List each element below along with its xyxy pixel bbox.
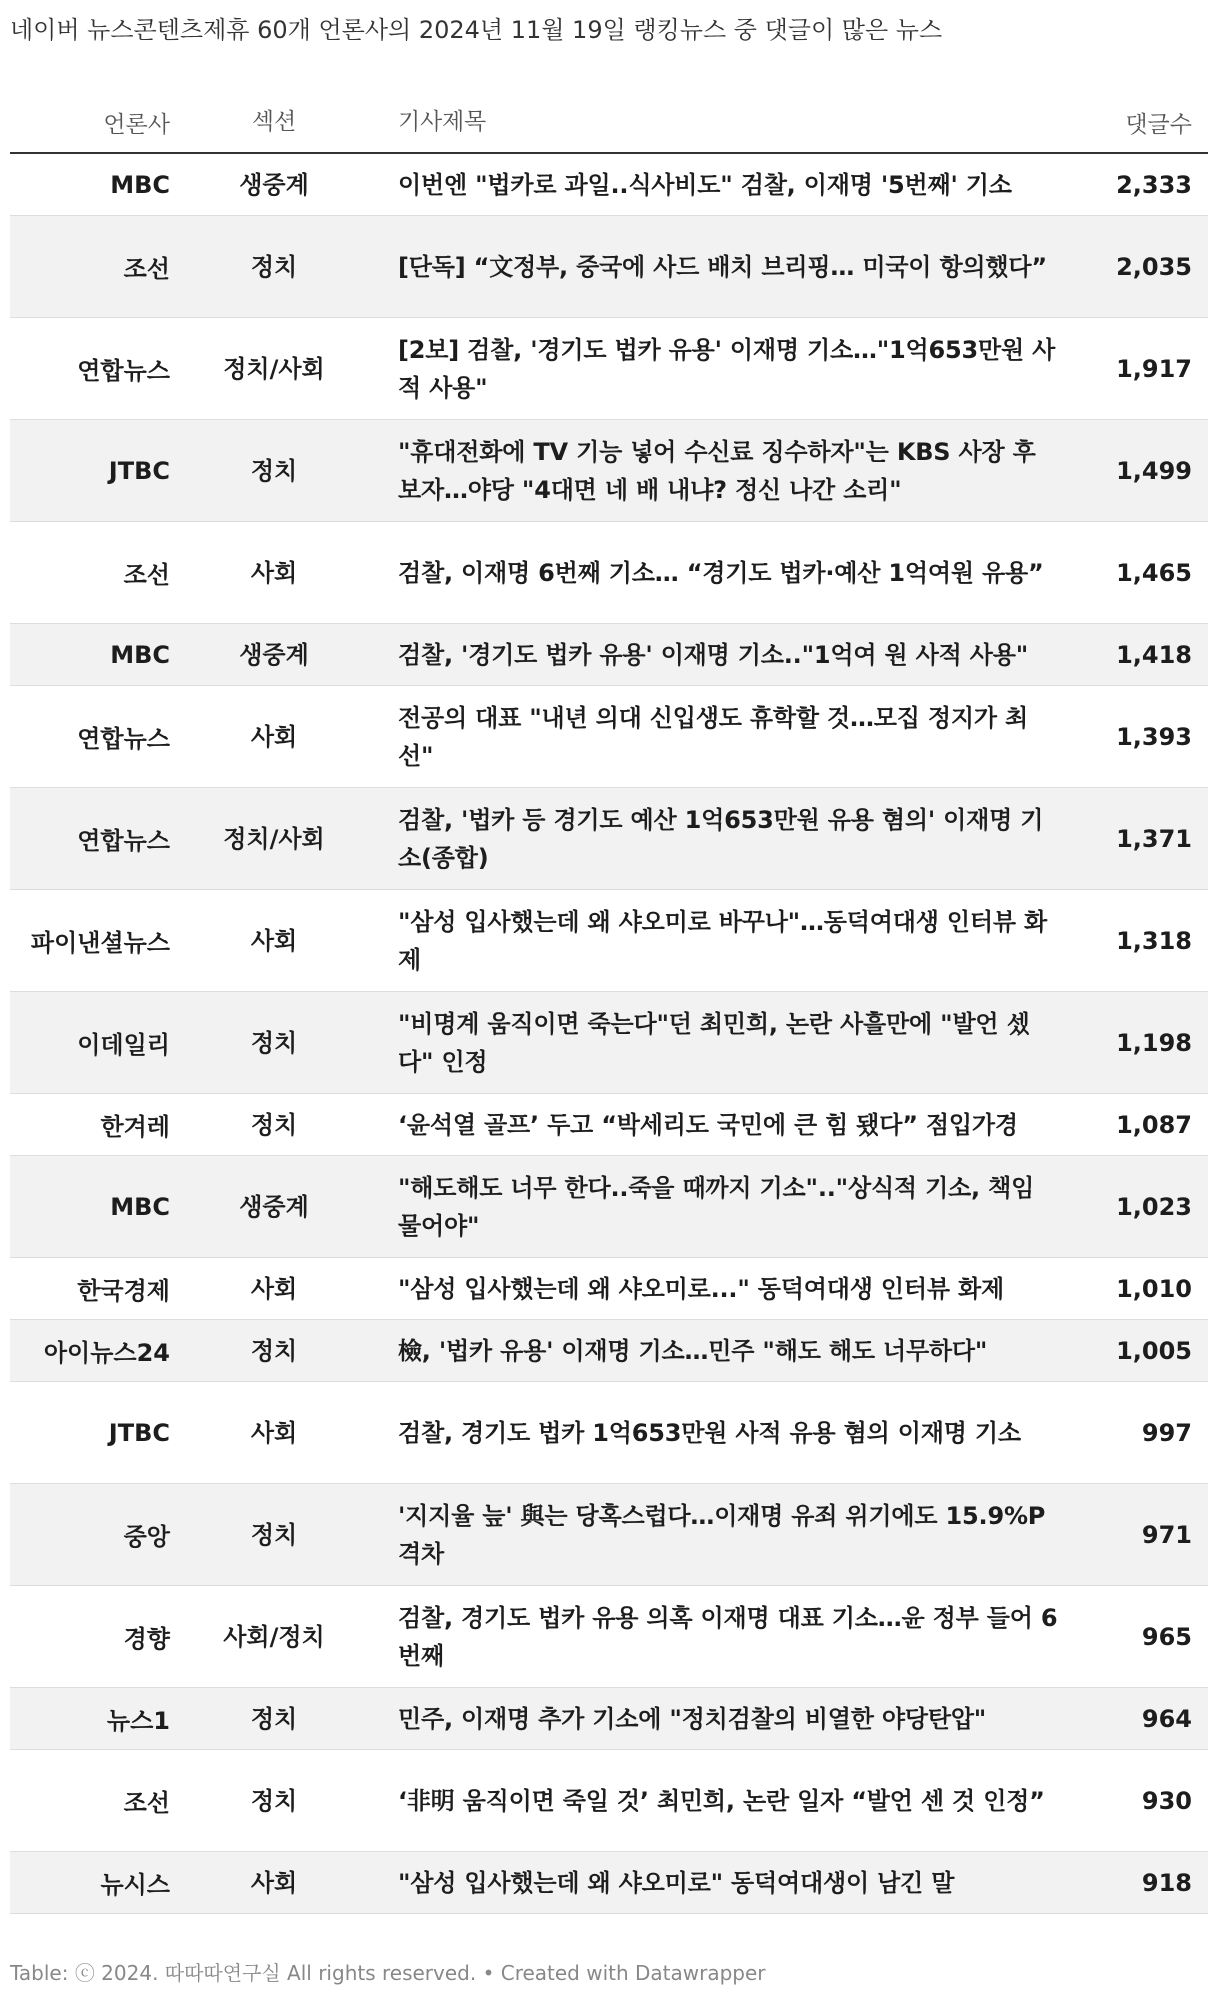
cell-article-title: 전공의 대표 "내년 의대 신입생도 휴학할 것…모집 정지가 최선"	[398, 703, 1028, 770]
cell-article-title: [2보] 검찰, '경기도 법카 유용' 이재명 기소…"1억653만원 사적 사용"	[398, 335, 1056, 402]
cell-article-title: 검찰, '법카 등 경기도 예산 1억653만원 유용 혐의' 이재명 기소(종합)	[398, 805, 1044, 872]
table-row	[10, 1382, 1208, 1484]
cell-section: 사회/정치	[223, 1622, 325, 1651]
cell-comments: 1,010	[1116, 1274, 1192, 1303]
table-row	[10, 1156, 1208, 1258]
cell-press: JTBC	[108, 1418, 170, 1447]
cell-section: 정치/사회	[223, 824, 325, 853]
cell-comments: 1,005	[1116, 1336, 1192, 1365]
cell-section: 정치/사회	[223, 354, 325, 383]
cell-article-title: [단독] “文정부, 중국에 사드 배치 브리핑… 미국이 항의했다”	[398, 252, 1047, 281]
table-row	[10, 788, 1208, 890]
table-body	[10, 154, 1208, 1914]
cell-comments: 1,917	[1116, 354, 1192, 383]
cell-section: 정치	[250, 1704, 298, 1733]
cell-press: 한국경제	[77, 1277, 170, 1305]
cell-press: 뉴시스	[100, 1871, 170, 1899]
cell-press: 조선	[123, 561, 170, 589]
column-header-section[interactable]: 섹션	[251, 109, 297, 135]
cell-section: 생중계	[239, 170, 309, 199]
cell-article-title: 검찰, '경기도 법카 유용' 이재명 기소.."1억여 원 사적 사용"	[398, 640, 1029, 669]
cell-comments: 1,393	[1116, 722, 1192, 751]
cell-comments: 930	[1141, 1786, 1192, 1815]
cell-press: 연합뉴스	[77, 827, 170, 855]
cell-comments: 964	[1141, 1704, 1192, 1733]
cell-comments: 965	[1141, 1622, 1192, 1651]
table-row	[10, 1750, 1208, 1852]
cell-press: 조선	[123, 1789, 170, 1817]
cell-section: 생중계	[239, 640, 309, 669]
table-row	[10, 624, 1208, 686]
table-row	[10, 1852, 1208, 1914]
cell-press: 연합뉴스	[77, 357, 170, 385]
cell-press: 파이낸셜뉴스	[30, 929, 170, 957]
cell-article-title: "해도해도 너무 한다..죽을 때까지 기소".."상식적 기소, 책임 물어야"	[398, 1173, 1035, 1240]
cell-section: 사회	[250, 926, 298, 955]
cell-article-title: 檢, '법카 유용' 이재명 기소…민주 "해도 해도 너무하다"	[398, 1336, 988, 1365]
cell-article-title: ‘윤석열 골프’ 두고 “박세리도 국민에 큰 힘 됐다” 점입가경	[398, 1110, 1018, 1139]
column-header-article-title[interactable]: 기사제목	[398, 109, 487, 135]
page-title: 네이버 뉴스콘텐츠제휴 60개 언론사의 2024년 11월 19일 랭킹뉴스 중 댓글이 많은 뉴스	[10, 16, 943, 44]
cell-comments: 971	[1141, 1520, 1192, 1549]
cell-section: 정치	[250, 1336, 298, 1365]
column-header-press[interactable]: 언론사	[103, 111, 170, 138]
cell-press: 한겨레	[100, 1113, 170, 1141]
cell-section: 정치	[250, 1520, 298, 1549]
cell-comments: 1,499	[1116, 456, 1192, 485]
cell-comments: 1,023	[1116, 1192, 1192, 1221]
cell-section: 사회	[250, 1274, 298, 1303]
cell-article-title: 검찰, 경기도 법카 1억653만원 사적 유용 혐의 이재명 기소	[398, 1418, 1021, 1447]
cell-section: 사회	[250, 1418, 298, 1447]
cell-press: 아이뉴스24	[43, 1339, 170, 1367]
cell-article-title: ‘非明 움직이면 죽일 것’ 최민희, 논란 일자 “발언 센 것 인정”	[398, 1786, 1045, 1815]
table-row	[10, 1258, 1208, 1320]
table-row	[10, 1320, 1208, 1382]
cell-press: MBC	[110, 640, 170, 669]
cell-article-title: "비명계 움직이면 죽는다"던 최민희, 논란 사흘만에 "발언 셌다" 인정	[398, 1009, 1030, 1076]
table-row	[10, 992, 1208, 1094]
table-row	[10, 1484, 1208, 1586]
cell-section: 정치	[250, 1028, 298, 1057]
table-row	[10, 1094, 1208, 1156]
cell-section: 사회	[250, 1868, 298, 1897]
table-row	[10, 216, 1208, 318]
cell-article-title: 민주, 이재명 추가 기소에 "정치검찰의 비열한 야당탄압"	[398, 1704, 987, 1733]
cell-article-title: 검찰, 경기도 법카 유용 의혹 이재명 대표 기소…윤 정부 들어 6번째	[398, 1603, 1058, 1670]
footer-credit: Table: ⓒ 2024. 따따따연구실 All rights reserved. • Created with Datawrapper	[10, 1961, 766, 1985]
table-row	[10, 318, 1208, 420]
cell-press: 경향	[123, 1625, 170, 1653]
cell-comments: 1,418	[1116, 640, 1192, 669]
cell-section: 정치	[250, 1110, 298, 1139]
table-row	[10, 522, 1208, 624]
cell-article-title: "휴대전화에 TV 기능 넣어 수신료 징수하자"는 KBS 사장 후보자…야당 "4대면 네 배 내냐? 정신 나간 소리"	[398, 437, 1036, 504]
cell-press: 조선	[123, 255, 170, 283]
cell-press: MBC	[110, 170, 170, 199]
cell-press: 연합뉴스	[77, 725, 170, 753]
table-header	[10, 92, 1208, 154]
cell-press: 중앙	[123, 1523, 170, 1551]
cell-comments: 1,198	[1116, 1028, 1192, 1057]
cell-section: 사회	[250, 722, 298, 751]
table-row	[10, 154, 1208, 216]
cell-comments: 918	[1141, 1868, 1192, 1897]
cell-section: 정치	[250, 1786, 298, 1815]
table-row	[10, 890, 1208, 992]
cell-comments: 1,371	[1116, 824, 1192, 853]
table-row	[10, 1688, 1208, 1750]
cell-section: 생중계	[239, 1192, 309, 1221]
table-row	[10, 686, 1208, 788]
cell-press: 뉴스1	[106, 1707, 170, 1735]
cell-article-title: 이번엔 "법카로 과일..식사비도" 검찰, 이재명 '5번째' 기소	[398, 170, 1012, 199]
cell-press: JTBC	[108, 456, 170, 485]
cell-comments: 1,318	[1116, 926, 1192, 955]
cell-article-title: "삼성 입사했는데 왜 샤오미로..." 동덕여대생 인터뷰 화제	[398, 1274, 1004, 1303]
cell-article-title: "삼성 입사했는데 왜 샤오미로 바꾸나"…동덕여대생 인터뷰 화제	[398, 907, 1047, 974]
cell-article-title: 검찰, 이재명 6번째 기소… “경기도 법카·예산 1억여원 유용”	[398, 558, 1044, 587]
cell-section: 정치	[250, 252, 298, 281]
table-row	[10, 420, 1208, 522]
cell-comments: 1,465	[1116, 558, 1192, 587]
cell-comments: 997	[1141, 1418, 1192, 1447]
cell-press: 이데일리	[77, 1031, 170, 1059]
cell-comments: 2,035	[1116, 252, 1192, 281]
cell-section: 정치	[250, 456, 298, 485]
cell-press: MBC	[110, 1192, 170, 1221]
cell-comments: 2,333	[1116, 170, 1192, 199]
cell-section: 사회	[250, 558, 298, 587]
cell-article-title: '지지율 늪' 與는 당혹스럽다…이재명 유죄 위기에도 15.9%P 격차	[398, 1501, 1046, 1568]
column-header-comments[interactable]: 댓글수	[1125, 111, 1192, 138]
ranking-table	[10, 92, 1208, 1914]
cell-article-title: "삼성 입사했는데 왜 샤오미로" 동덕여대생이 남긴 말	[398, 1868, 955, 1897]
cell-comments: 1,087	[1116, 1110, 1192, 1139]
table-row	[10, 1586, 1208, 1688]
